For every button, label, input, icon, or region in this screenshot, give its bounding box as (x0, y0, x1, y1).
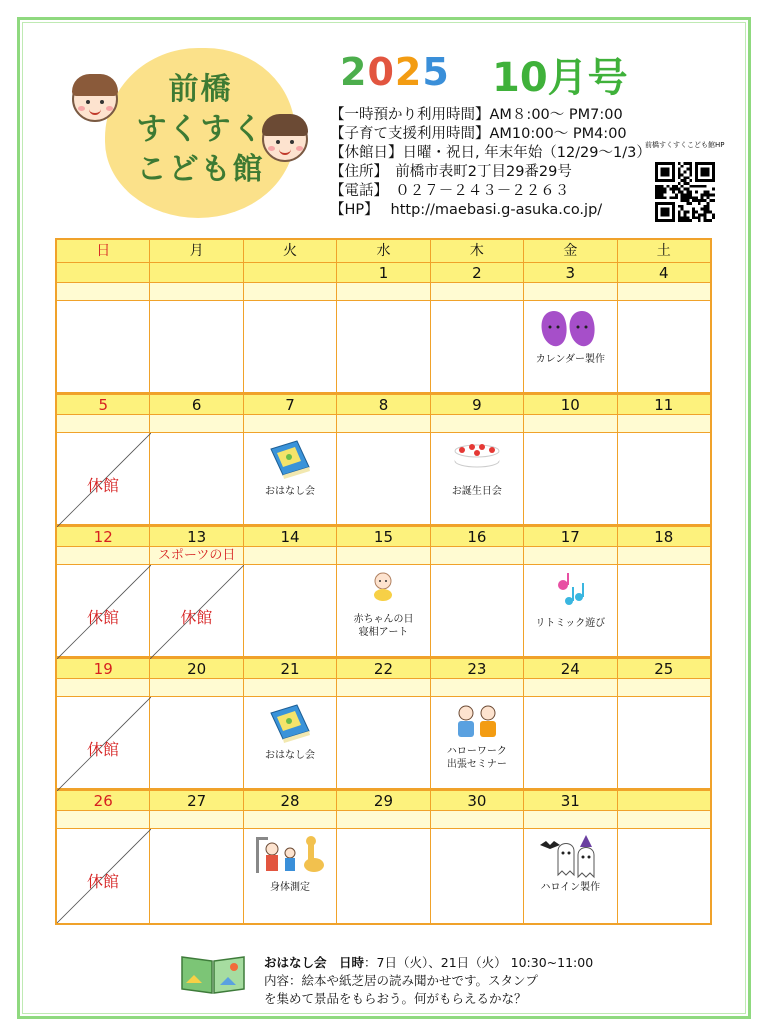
day-subrow (431, 283, 524, 301)
closed-label: 休館 (180, 608, 213, 627)
measuring-children-icon (252, 835, 328, 879)
day-cell (57, 829, 150, 923)
qr-code-icon[interactable] (655, 162, 715, 222)
info-line: 【休館日】日曜・祝日, 年末年始（12/29～1/3） (330, 145, 651, 161)
day-cell (150, 433, 243, 527)
day-cell (244, 301, 337, 395)
calendar-week (57, 527, 710, 659)
year-digit: 5 (422, 50, 450, 94)
day-cell (618, 829, 710, 923)
picture-book-icon (267, 439, 313, 483)
day-number: 12 (57, 527, 150, 547)
issue-year (340, 50, 450, 94)
day-cell (150, 697, 243, 791)
day-cell (244, 433, 337, 527)
day-subrow (57, 547, 150, 565)
day-number: 14 (244, 527, 337, 547)
event-label: リトミック遊び (535, 618, 606, 629)
day-number: 3 (524, 263, 617, 283)
day-number: 7 (244, 395, 337, 415)
day-subrow (431, 547, 524, 565)
calendar-week (57, 263, 710, 395)
day-cell (244, 697, 337, 791)
day-subrow (618, 811, 710, 829)
closed-mark (150, 565, 242, 656)
facility-info (330, 106, 651, 220)
closed-label: 休館 (87, 872, 120, 891)
day-number: 9 (431, 395, 524, 415)
day-number (244, 263, 337, 283)
issue-month: 10月号 (492, 55, 628, 101)
calendar-week (57, 395, 710, 527)
day-subrow (431, 415, 524, 433)
day-subrow (337, 679, 430, 697)
day-cell (524, 697, 617, 791)
event-label: ハローワーク 出張セミナー (446, 746, 507, 770)
day-subrow (337, 811, 430, 829)
day-subrow (337, 283, 430, 301)
closed-label: 休館 (87, 608, 120, 627)
facility-logo: 前橋 すくすく こども館 (136, 72, 265, 187)
day-subrow (618, 283, 710, 301)
day-cell (618, 433, 710, 527)
day-number: 5 (57, 395, 150, 415)
notice-content: 内容：絵本や紙芝居の読み聞かせです。スタンプ (264, 973, 539, 988)
weekday-header: 月 (150, 240, 243, 263)
weekday-header: 火 (244, 240, 337, 263)
event-label: おはなし会 (265, 750, 316, 761)
day-subrow (524, 811, 617, 829)
day-number: 25 (618, 659, 710, 679)
day-subrow (431, 811, 524, 829)
day-cell (57, 697, 150, 791)
day-subrow (618, 415, 710, 433)
event-label: ハロイン製作 (540, 882, 601, 893)
calendar-grid (55, 238, 712, 925)
day-number: 21 (244, 659, 337, 679)
day-number: 28 (244, 791, 337, 811)
day-subrow (618, 679, 710, 697)
closed-label: 休館 (87, 476, 120, 495)
day-cell (524, 829, 617, 923)
day-subrow (524, 283, 617, 301)
day-subrow (524, 547, 617, 565)
day-cell (431, 697, 524, 791)
day-number: 16 (431, 527, 524, 547)
day-number: 15 (337, 527, 430, 547)
day-number: 31 (524, 791, 617, 811)
day-number: 30 (431, 791, 524, 811)
day-number: 24 (524, 659, 617, 679)
year-digit: 2 (394, 50, 423, 94)
day-subrow (337, 547, 430, 565)
day-cell (618, 565, 710, 659)
day-number (150, 263, 243, 283)
day-number: 1 (337, 263, 430, 283)
day-cell (431, 301, 524, 395)
closed-mark (57, 829, 149, 923)
weekday-header: 木 (431, 240, 524, 263)
day-number: 17 (524, 527, 617, 547)
music-notes-icon (555, 571, 585, 611)
day-number: 27 (150, 791, 243, 811)
day-subrow (57, 415, 150, 433)
event-label: おはなし会 (265, 486, 316, 497)
day-number: 4 (618, 263, 710, 283)
workers-icon (452, 703, 502, 743)
day-subrow (57, 283, 150, 301)
qr-caption: 前橋すくすくこども館HP (645, 141, 725, 149)
event-label: 身体測定 (270, 882, 311, 893)
day-number: 11 (618, 395, 710, 415)
ghosts-icon (538, 835, 602, 883)
day-cell (524, 565, 617, 659)
day-cell (337, 829, 430, 923)
notice-date-label: 日時 (339, 955, 365, 970)
day-cell (524, 301, 617, 395)
day-number: 18 (618, 527, 710, 547)
day-number: 29 (337, 791, 430, 811)
day-number: 6 (150, 395, 243, 415)
day-cell (524, 433, 617, 527)
day-subrow (244, 283, 337, 301)
day-subrow (618, 547, 710, 565)
day-subrow (150, 811, 243, 829)
weekday-header: 土 (618, 240, 710, 263)
year-digit: 2 (340, 50, 368, 94)
day-subrow (57, 679, 150, 697)
day-number: 22 (337, 659, 430, 679)
notice-title: おはなし会 (264, 955, 327, 970)
day-subrow (150, 415, 243, 433)
notice-content: を集めて景品をもらおう。何がもらえるかな？ (264, 991, 527, 1006)
day-subrow (150, 679, 243, 697)
calendar-week (57, 791, 710, 923)
weekday-header: 日 (57, 240, 150, 263)
day-cell (337, 433, 430, 527)
day-subrow (431, 679, 524, 697)
day-subrow (337, 415, 430, 433)
holiday-name: スポーツの日 (150, 547, 243, 565)
day-cell (150, 829, 243, 923)
day-cell (431, 433, 524, 527)
weekday-header: 金 (524, 240, 617, 263)
sweet-potato-icon (538, 307, 602, 355)
day-number (618, 791, 710, 811)
day-cell (150, 565, 243, 659)
day-subrow (524, 679, 617, 697)
baby-icon (365, 571, 401, 605)
day-subrow (57, 811, 150, 829)
event-label: カレンダー製作 (535, 354, 605, 365)
day-cell (150, 301, 243, 395)
event-label: お誕生日会 (451, 486, 502, 497)
day-cell (337, 301, 430, 395)
closed-mark (57, 697, 149, 788)
closed-mark (57, 565, 149, 656)
calendar-week (57, 659, 710, 791)
day-subrow (150, 283, 243, 301)
day-number: 10 (524, 395, 617, 415)
day-number: 13 (150, 527, 243, 547)
day-number: 23 (431, 659, 524, 679)
day-cell (244, 829, 337, 923)
picture-book-icon (180, 953, 246, 995)
day-cell (431, 829, 524, 923)
picture-book-icon (267, 703, 313, 747)
day-subrow (524, 415, 617, 433)
day-number (57, 263, 150, 283)
day-cell (57, 565, 150, 659)
day-cell (57, 301, 150, 395)
day-subrow (244, 415, 337, 433)
day-cell (337, 697, 430, 791)
day-subrow (244, 811, 337, 829)
weekday-header: 水 (337, 240, 430, 263)
day-cell (57, 433, 150, 527)
notice-date: ：7日（火）、21日（火） 10:30~11:00 (364, 955, 594, 970)
birthday-cake-icon (452, 439, 502, 473)
day-number: 2 (431, 263, 524, 283)
child-face-icon (72, 76, 118, 122)
event-label: 赤ちゃんの日 寝相アート (353, 614, 414, 638)
day-number: 19 (57, 659, 150, 679)
info-line[interactable]: 【HP】 http://maebasi.g-asuka.co.jp/ (330, 202, 603, 218)
day-cell (618, 301, 710, 395)
day-cell (337, 565, 430, 659)
info-line: 【住所】 前橋市表町2丁目29番29号 (330, 164, 572, 180)
day-number: 26 (57, 791, 150, 811)
info-line: 【電話】 ０２７－２４３－２２６３ (330, 183, 570, 199)
info-line: 【子育て支援利用時間】AM10:00～ PM4:00 (330, 126, 627, 142)
day-subrow (244, 547, 337, 565)
day-number: 8 (337, 395, 430, 415)
closed-mark (57, 433, 149, 524)
storytime-notice (264, 954, 593, 1008)
day-cell (431, 565, 524, 659)
day-subrow (244, 679, 337, 697)
day-number: 20 (150, 659, 243, 679)
year-digit: 0 (367, 50, 395, 94)
closed-label: 休館 (87, 740, 120, 759)
day-cell (618, 697, 710, 791)
day-cell (244, 565, 337, 659)
info-line: 【一時預かり利用時間】AM８:00～ PM7:00 (330, 107, 623, 123)
